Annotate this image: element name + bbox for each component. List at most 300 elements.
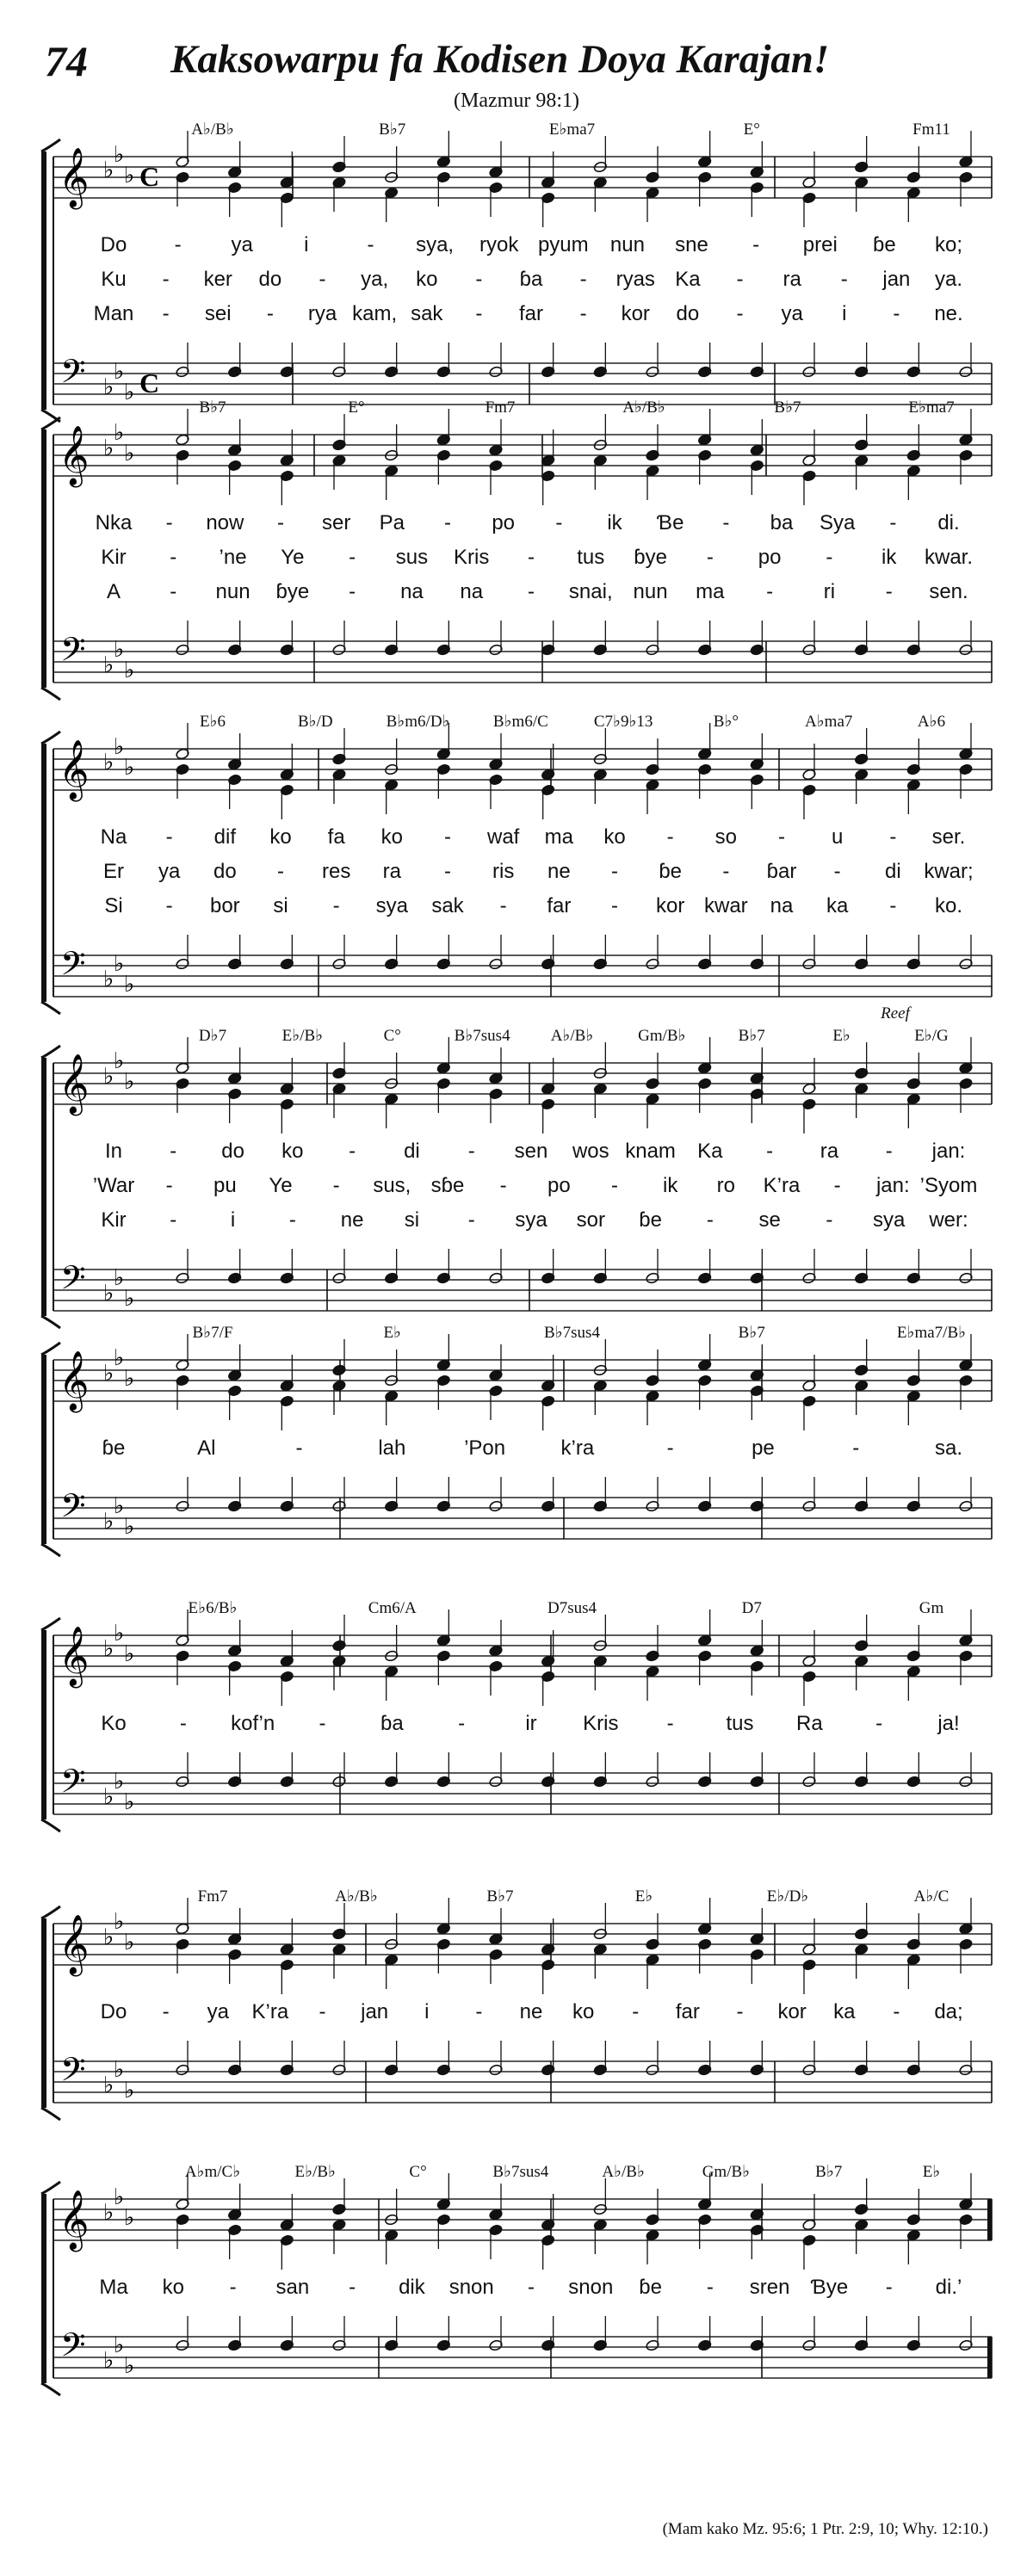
lyric-syllable: sus [395, 546, 429, 569]
flat-icon: ♭ [114, 1345, 125, 1370]
bracket-top [41, 1046, 60, 1058]
lyric-syllable: jan [361, 2000, 389, 2023]
lyric-syllable: - [162, 268, 170, 291]
lyric-syllable: ya, [361, 268, 389, 291]
lyric-syllable: - [367, 233, 374, 256]
lyric-syllable: - [332, 894, 340, 917]
system-1 [41, 120, 992, 422]
system-3 [41, 713, 992, 1014]
bass-clef-icon: 𝄢 [60, 2326, 86, 2372]
lyric-syllable: - [893, 2000, 900, 2023]
bracket-top [41, 417, 60, 429]
lyric-syllable: di [404, 1140, 420, 1163]
chord-symbol: D♭7 [198, 1027, 227, 1045]
lyric-syllable: - [632, 2000, 640, 2023]
lyric-syllable: kof’n [231, 1712, 275, 1735]
common-time-icon: C [139, 368, 160, 398]
flat-icon: ♭ [124, 1930, 135, 1955]
lyric-syllable: ryok [479, 233, 519, 256]
lyric-syllable: - [875, 1712, 883, 1735]
chord-symbol: E♭/G [914, 1027, 949, 1045]
treble-clef-icon: 𝄞 [59, 425, 90, 485]
lyric-syllable: ɓe [873, 233, 896, 256]
lyric-syllable: sa. [934, 1436, 963, 1460]
lyric-syllable: - [833, 1174, 841, 1197]
lyric-syllable: - [475, 302, 483, 325]
chord-symbol: Fm7 [197, 1887, 228, 1906]
lyric-syllable: ya [231, 233, 253, 256]
lyric-syllable: pu [213, 1174, 237, 1197]
lyric-syllable: - [766, 1140, 774, 1163]
lyric-syllable: i [424, 2000, 430, 2023]
chord-symbol: A♭/B♭ [335, 1887, 378, 1906]
lyric-syllable: In [104, 1140, 123, 1163]
lyric-syllable: ra [820, 1140, 839, 1163]
flat-icon: ♭ [114, 1621, 125, 1646]
lyric-syllable: ne [340, 1208, 364, 1232]
chord-symbol: E♭ [634, 1887, 653, 1906]
flat-icon: ♭ [103, 967, 114, 991]
lyric-syllable: ɓar [766, 860, 797, 883]
flat-icon: ♭ [103, 374, 114, 399]
system-6 [41, 1599, 992, 1832]
flat-icon: ♭ [114, 1909, 125, 1934]
chord-symbol: B♭7 [379, 120, 406, 139]
lyric-syllable: na [400, 580, 424, 603]
flat-icon: ♭ [124, 1514, 135, 1539]
flat-icon: ♭ [103, 436, 114, 460]
flat-icon: ♭ [114, 2184, 125, 2209]
lyric-syllable: - [319, 1712, 326, 1735]
lyric-syllable: Ma [99, 2276, 128, 2299]
lyric-syllable: Ka [697, 1140, 723, 1163]
treble-clef-icon: 𝄞 [59, 2190, 90, 2250]
lyric-syllable: - [766, 580, 774, 603]
flat-icon: ♭ [124, 1069, 135, 1094]
chord-symbol: Gm [919, 1599, 944, 1617]
lyric-syllable: - [277, 511, 284, 534]
lyric-syllable: ko; [934, 233, 963, 256]
system-4 [41, 1004, 992, 1328]
flat-icon: ♭ [124, 380, 135, 405]
flat-icon: ♭ [114, 1048, 125, 1073]
lyric-syllable: ɓa [519, 268, 543, 291]
system-7 [41, 1887, 992, 2120]
flat-icon: ♭ [124, 658, 135, 683]
lyric-syllable: - [736, 2000, 744, 2023]
lyric-syllable: - [499, 894, 507, 917]
flat-icon: ♭ [114, 2057, 125, 2082]
lyric-syllable: di.’ [935, 2276, 962, 2299]
lyric-syllable: na [770, 894, 794, 917]
chord-symbol: E♭ [922, 2163, 941, 2181]
system-5 [41, 1324, 992, 1556]
final-barline [987, 2199, 992, 2240]
flat-icon: ♭ [124, 1789, 135, 1814]
lyric-syllable: ris [492, 860, 515, 883]
lyric-syllable: ka [826, 894, 849, 917]
lyric-syllable: Ku [101, 268, 127, 291]
lyric-syllable: do [676, 302, 700, 325]
flat-icon: ♭ [103, 1281, 114, 1306]
lyric-syllable: - [885, 1140, 893, 1163]
flat-icon: ♭ [103, 1361, 114, 1386]
lyric-syllable: - [706, 546, 714, 569]
lyric-syllable: di. [937, 511, 960, 534]
hymn-title: Kaksowarpu fa Kodisen Doya Karajan! [170, 37, 830, 82]
chord-symbol: B♭m6/D♭ [386, 713, 450, 731]
lyric-syllable: ma [696, 580, 725, 603]
lyric-syllable: Ka [675, 268, 701, 291]
system-bracket [41, 1058, 46, 1316]
system-bracket [41, 1630, 46, 1819]
lyric-syllable: - [666, 1712, 674, 1735]
flat-icon: ♭ [103, 158, 114, 182]
lyric-syllable: wos [572, 1140, 609, 1163]
flat-icon: ♭ [124, 972, 135, 997]
lyric-syllable: - [444, 860, 451, 883]
lyric-syllable: nun [215, 580, 251, 603]
lyric-syllable: - [165, 511, 173, 534]
lyric-syllable: - [579, 302, 587, 325]
lyric-syllable: far [547, 894, 572, 917]
treble-clef-icon: 𝄞 [59, 1053, 90, 1114]
lyric-syllable: ser [321, 511, 351, 534]
bracket-bottom [41, 2383, 60, 2395]
lyric-syllable: k’ra [560, 1436, 595, 1460]
flat-icon: ♭ [114, 1769, 125, 1794]
lyric-syllable: - [840, 268, 848, 291]
lyric-syllable: kor [621, 302, 650, 325]
lyric-syllable: far [675, 2000, 700, 2023]
lyric-syllable: bor [209, 894, 240, 917]
lyric-syllable: - [170, 546, 177, 569]
chord-symbol: D7 [741, 1599, 762, 1617]
chord-symbol: B♭7 [199, 398, 226, 417]
lyric-syllable: - [277, 860, 284, 883]
flat-icon: ♭ [114, 951, 125, 976]
lyric-syllable: - [319, 268, 326, 291]
lyric-syllable: do [213, 860, 237, 883]
lyric-syllable: ma [544, 825, 574, 849]
lyric-syllable: - [162, 302, 170, 325]
lyric-syllable: dik [399, 2276, 425, 2299]
lyric-syllable: sak [431, 894, 464, 917]
lyric-syllable: ya [158, 860, 181, 883]
lyric-syllable: ko [603, 825, 626, 849]
chord-symbol: B♭7 [774, 398, 801, 417]
lyric-syllable: - [467, 1208, 475, 1232]
lyric-syllable: kor [777, 2000, 807, 2023]
flat-icon: ♭ [103, 750, 114, 775]
chord-symbol: E♭6/B♭ [188, 1599, 238, 1617]
chord-symbol: C° [383, 1027, 401, 1045]
lyric-syllable: - [349, 2276, 356, 2299]
lyric-syllable: ser. [931, 825, 966, 849]
chord-symbol: A♭/B♭ [191, 120, 234, 139]
lyric-syllable: Kris [454, 546, 490, 569]
flat-icon: ♭ [124, 441, 135, 466]
lyric-syllable: - [332, 1174, 340, 1197]
lyric-syllable: san [275, 2276, 310, 2299]
flat-icon: ♭ [124, 1286, 135, 1311]
lyric-syllable: - [826, 546, 833, 569]
refrain-marker: Reef [881, 1004, 910, 1022]
chord-symbol: E♭6 [199, 713, 226, 731]
bracket-top [41, 1343, 60, 1355]
bracket-bottom [41, 1544, 60, 1556]
lyric-syllable: ’War [92, 1174, 135, 1197]
lyric-syllable: - [444, 825, 451, 849]
treble-clef-icon: 𝄞 [59, 739, 90, 800]
chord-symbol: B♭7 [738, 1324, 765, 1342]
lyric-syllable: sus, [373, 1174, 411, 1197]
lyric-syllable: sren [749, 2276, 790, 2299]
lyric-syllable: pe [752, 1436, 775, 1460]
lyric-syllable: sen. [929, 580, 968, 603]
lyric-syllable: - [319, 2000, 326, 2023]
lyric-syllable: Do [100, 2000, 127, 2023]
flat-icon: ♭ [103, 1784, 114, 1809]
lyric-syllable: tus [726, 1712, 754, 1735]
lyric-syllable: ja! [937, 1712, 960, 1735]
lyric-syllable: Er [103, 860, 124, 883]
lyric-syllable: - [752, 233, 760, 256]
bass-clef-icon: 𝄢 [60, 2050, 86, 2097]
lyric-syllable: snon [448, 2276, 494, 2299]
lyric-syllable: tus [577, 546, 605, 569]
bass-clef-icon: 𝄢 [60, 1486, 86, 1533]
lyric-syllable: ɓe [639, 2276, 662, 2299]
lyric-syllable: Al [197, 1436, 216, 1460]
lyric-syllable: - [833, 860, 841, 883]
lyric-syllable: ne [519, 2000, 543, 2023]
system-bracket [41, 2194, 46, 2383]
chord-symbol: B♭7 [738, 1027, 765, 1045]
lyric-syllable: - [611, 894, 618, 917]
bracket-bottom [41, 688, 60, 700]
system-bracket [41, 1918, 46, 2108]
flat-icon: ♭ [124, 1641, 135, 1666]
lyric-syllable: ’Syom [919, 1174, 978, 1197]
chord-symbol: A♭/B♭ [622, 398, 665, 417]
lyric-syllable: ne [547, 860, 571, 883]
lyric-syllable: - [467, 1140, 475, 1163]
flat-icon: ♭ [103, 2200, 114, 2225]
lyric-syllable: po [758, 546, 782, 569]
lyric-syllable: - [229, 2276, 237, 2299]
lyric-syllable: ko [162, 2276, 184, 2299]
system-bracket [41, 151, 46, 410]
lyric-syllable: - [295, 1436, 303, 1460]
treble-clef-icon: 𝄞 [59, 1914, 90, 1974]
lyric-syllable: - [349, 546, 356, 569]
lyric-syllable: sya [515, 1208, 547, 1232]
lyric-syllable: ɓye [275, 580, 310, 603]
lyric-syllable: - [174, 233, 182, 256]
system-bracket [41, 429, 46, 688]
lyric-syllable: ka [833, 2000, 856, 2023]
lyric-syllable: ryas [615, 268, 655, 291]
bracket-top [41, 2182, 60, 2194]
lyric-syllable: - [722, 860, 730, 883]
bracket-top [41, 732, 60, 744]
flat-icon: ♭ [103, 1636, 114, 1661]
lyric-syllable: Sya [819, 511, 856, 534]
chord-symbol: B♭/D [297, 713, 333, 731]
lyric-syllable: Ye [269, 1174, 293, 1197]
bracket-top [41, 1618, 60, 1630]
lyric-syllable: - [170, 1140, 177, 1163]
chord-symbol: A♭ma7 [805, 713, 853, 731]
lyric-syllable: - [893, 302, 900, 325]
lyric-syllable: Na [100, 825, 127, 849]
lyric-syllable: i [842, 302, 847, 325]
chord-symbol: E♭/B♭ [281, 1027, 324, 1045]
flat-icon: ♭ [114, 637, 125, 662]
bracket-bottom [41, 1819, 60, 1832]
flat-icon: ♭ [124, 2078, 135, 2103]
lyric-syllable: Ra [795, 1712, 823, 1735]
lyric-syllable: Ɓe [656, 511, 684, 534]
final-barline [987, 2337, 992, 2378]
chord-symbol: Fm7 [485, 398, 516, 417]
lyric-syllable: pyum [537, 233, 589, 256]
lyric-syllable: kwar; [924, 860, 974, 883]
chord-symbol: B♭7 [486, 1887, 514, 1906]
lyric-syllable: waf [486, 825, 520, 849]
lyric-syllable: ri [823, 580, 836, 603]
lyric-syllable: ya. [934, 268, 963, 291]
flat-icon: ♭ [103, 1064, 114, 1089]
chord-symbol: D7sus4 [547, 1599, 597, 1617]
treble-clef-icon: 𝄞 [59, 1626, 90, 1686]
lyric-syllable: di [884, 860, 901, 883]
chord-symbol: A♭m/C♭ [184, 2163, 241, 2181]
lyric-syllable: knam [625, 1140, 676, 1163]
flat-icon: ♭ [103, 2073, 114, 2097]
bracket-bottom [41, 1002, 60, 1014]
bracket-top [41, 1906, 60, 1918]
lyric-syllable: - [444, 511, 451, 534]
lyric-syllable: sɓe [430, 1174, 465, 1197]
lyric-syllable: Kir [101, 546, 127, 569]
lyric-syllable: ko. [934, 894, 963, 917]
flat-icon: ♭ [114, 359, 125, 384]
lyric-syllable: sya [873, 1208, 906, 1232]
lyric-syllable: - [475, 2000, 483, 2023]
chord-symbol: A♭/B♭ [602, 2163, 645, 2181]
lyric-syllable: K’ra [251, 2000, 289, 2023]
lyric-syllable: - [458, 1712, 466, 1735]
lyric-syllable: so [714, 825, 738, 849]
lyric-syllable: Kir [101, 1208, 127, 1232]
lyric-syllable: sya [375, 894, 409, 917]
lyric-syllable: kwar. [924, 546, 974, 569]
lyric-syllable: snon [568, 2276, 614, 2299]
flat-icon: ♭ [124, 2205, 135, 2230]
flat-icon: ♭ [114, 1493, 125, 1518]
lyric-syllable: A [106, 580, 121, 603]
hymn-number: 74 [45, 37, 88, 85]
flat-icon: ♭ [103, 2348, 114, 2373]
chord-symbol: C7♭9♭13 [593, 713, 653, 731]
lyric-syllable: ɓe [639, 1208, 662, 1232]
lyric-syllable: Pa [379, 511, 405, 534]
lyric-syllable: i [230, 1208, 236, 1232]
lyric-syllable: - [165, 1174, 173, 1197]
lyric-syllable: jan: [931, 1140, 966, 1163]
lyric-syllable: - [349, 580, 356, 603]
lyric-syllable: - [722, 511, 730, 534]
lyric-syllable: si [404, 1208, 420, 1232]
flat-icon: ♭ [103, 1924, 114, 1949]
lyric-syllable: ɓye [634, 546, 667, 569]
lyric-syllable: sne [675, 233, 708, 256]
lyric-syllable: Nka [95, 511, 133, 534]
flat-icon: ♭ [124, 163, 135, 188]
bass-clef-icon: 𝄢 [60, 944, 86, 991]
system-bracket [41, 744, 46, 1002]
lyric-syllable: Ɓye [810, 2276, 849, 2299]
lyric-syllable: - [528, 580, 535, 603]
chord-symbol: B♭° [713, 713, 739, 731]
lyric-syllable: ra [382, 860, 402, 883]
chord-symbol: E♭ma7 [908, 398, 955, 417]
lyric-syllable: ya [781, 302, 803, 325]
lyric-syllable: sei [204, 302, 232, 325]
lyric-syllable: nun [633, 580, 668, 603]
lyric-syllable: Man [93, 302, 134, 325]
lyric-syllable: ne. [934, 302, 963, 325]
lyric-syllable: - [852, 1436, 860, 1460]
lyric-syllable: ker [203, 268, 232, 291]
system-bracket [41, 1355, 46, 1544]
lyric-syllable: lah [378, 1436, 406, 1460]
lyric-syllable: - [611, 1174, 618, 1197]
lyric-syllable: ko [380, 825, 404, 849]
lyric-syllable: - [349, 1140, 356, 1163]
chord-symbol: B♭7sus4 [492, 2163, 549, 2181]
chord-symbol: E♭/B♭ [294, 2163, 337, 2181]
lyric-syllable: sak [411, 302, 443, 325]
lyric-syllable: sya, [416, 233, 455, 256]
lyric-syllable: - [528, 546, 535, 569]
chord-symbol: B♭7sus4 [454, 1027, 510, 1045]
lyric-syllable: ba [770, 511, 794, 534]
flat-icon: ♭ [103, 1509, 114, 1534]
flat-icon: ♭ [114, 734, 125, 759]
lyric-syllable: jan [882, 268, 911, 291]
lyric-syllable: Ko [101, 1712, 127, 1735]
bass-clef-icon: 𝄢 [60, 352, 86, 398]
hymn-subtitle: (Mazmur 98:1) [454, 90, 579, 112]
chord-symbol: E♭ [383, 1324, 402, 1342]
lyric-syllable: ɓa [380, 1712, 404, 1735]
chord-symbol: E♭ma7/B♭ [896, 1324, 967, 1342]
flat-icon: ♭ [124, 1366, 135, 1391]
lyric-syllable: jan: [875, 1174, 910, 1197]
treble-clef-icon: 𝄞 [59, 1350, 90, 1411]
lyric-syllable: ɓe [102, 1436, 126, 1460]
lyric-syllable: ɓe [659, 860, 683, 883]
bracket-top [41, 139, 60, 151]
lyric-syllable: se [758, 1208, 781, 1232]
lyric-syllable: - [170, 580, 177, 603]
lyric-syllable: prei [802, 233, 838, 256]
lyric-syllable: Si [104, 894, 123, 917]
lyric-syllable: fa [327, 825, 345, 849]
